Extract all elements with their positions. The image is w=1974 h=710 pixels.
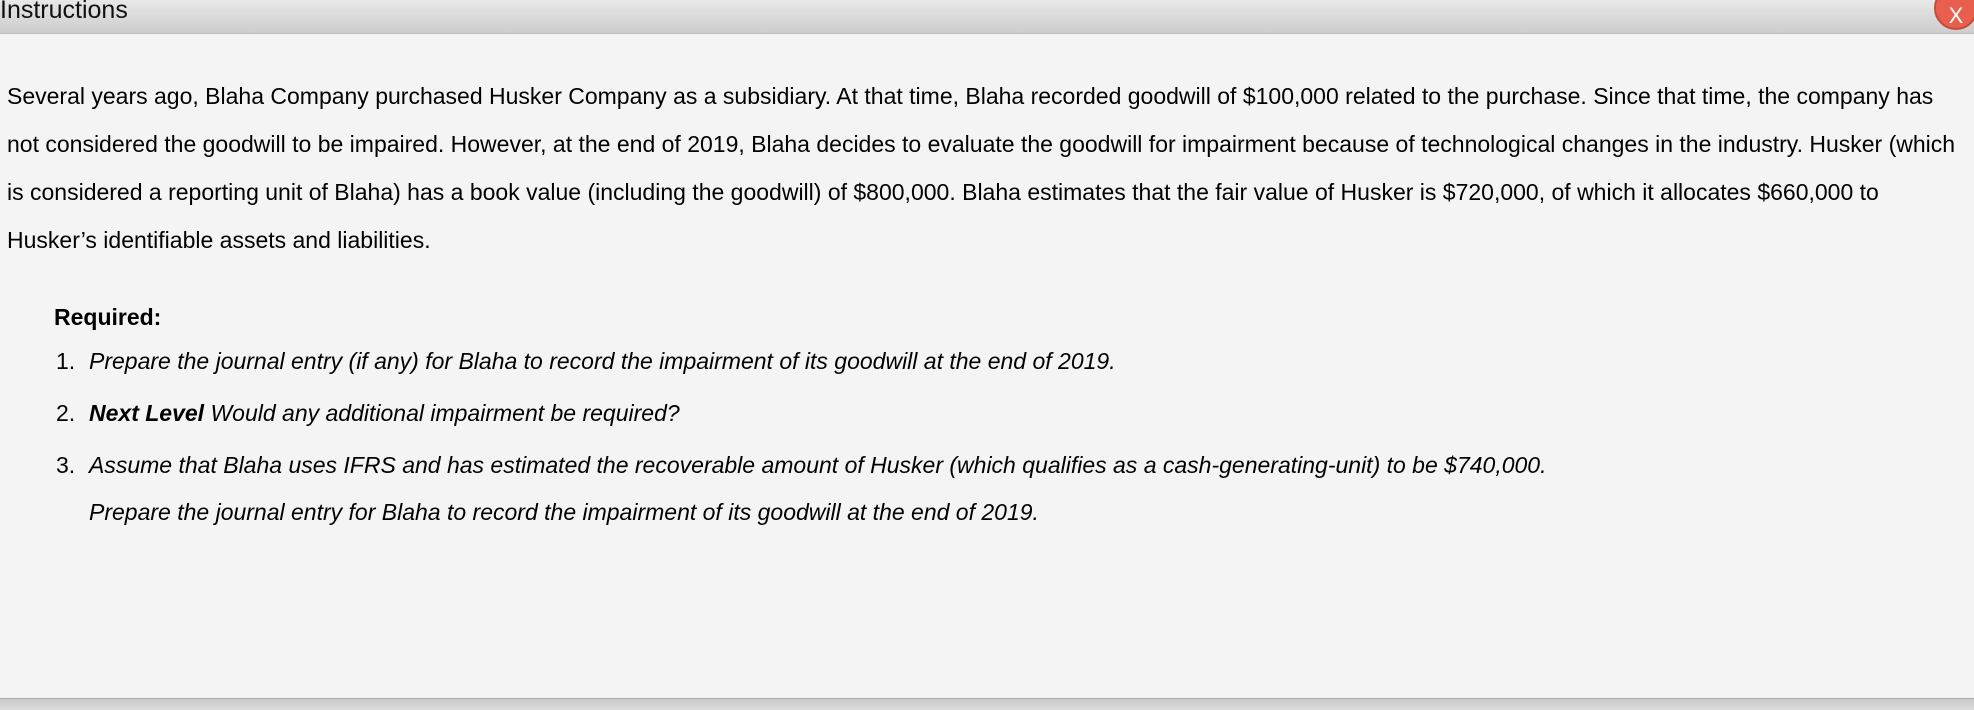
item-number: 1. [56,348,76,374]
item-number: 3. [56,452,76,478]
dialog-titlebar [0,0,1974,34]
required-item-2 [56,396,1546,430]
item-number: 2. [56,400,76,426]
item-text-line2: Prepare the journal entry for Blaha to record the impairment of its goodwill at the end of 2019. [89,499,1039,525]
instructions-content [7,72,1967,525]
dialog-title: Instructions [0,0,128,24]
required-heading: Required: [54,304,162,330]
required-item-3 [56,448,1546,529]
next-level-label: Next Level [89,400,205,426]
dialog-bottom-edge [0,698,1974,710]
intro-paragraph: Several years ago, Blaha Company purchased Husker Company as a subsidiary. At that time, Blaha recorded goodwill of $100,000 related to the purchase. Since that time, the company has not considered the goodwill to be impaired. However, at the end of 2019, Blaha decides to evaluate the goodwill for impairment because of technological changes in the industry. Husker (which is considered a reporting unit of Blaha) has a book value (including the goodwill) of $800,000. Blaha estimates that the fair value of Husker is $720,000, of which it allocates $660,000 to Husker’s identifiable assets and liabilities. [7,83,1956,253]
close-icon: X [1948,3,1964,28]
item-text: Prepare the journal entry (if any) for Blaha to record the impairment of its goodwill at the end of 2019. [89,348,1116,374]
close-button[interactable] [1934,0,1974,30]
item-text: Would any additional impairment be required? [204,400,680,426]
item-text: Assume that Blaha uses IFRS and has estimated the recoverable amount of Husker (which qualifies as a cash-generating-unit) to be $740,000. [89,452,1547,478]
required-list [56,344,1546,547]
required-item-1 [56,344,1546,378]
